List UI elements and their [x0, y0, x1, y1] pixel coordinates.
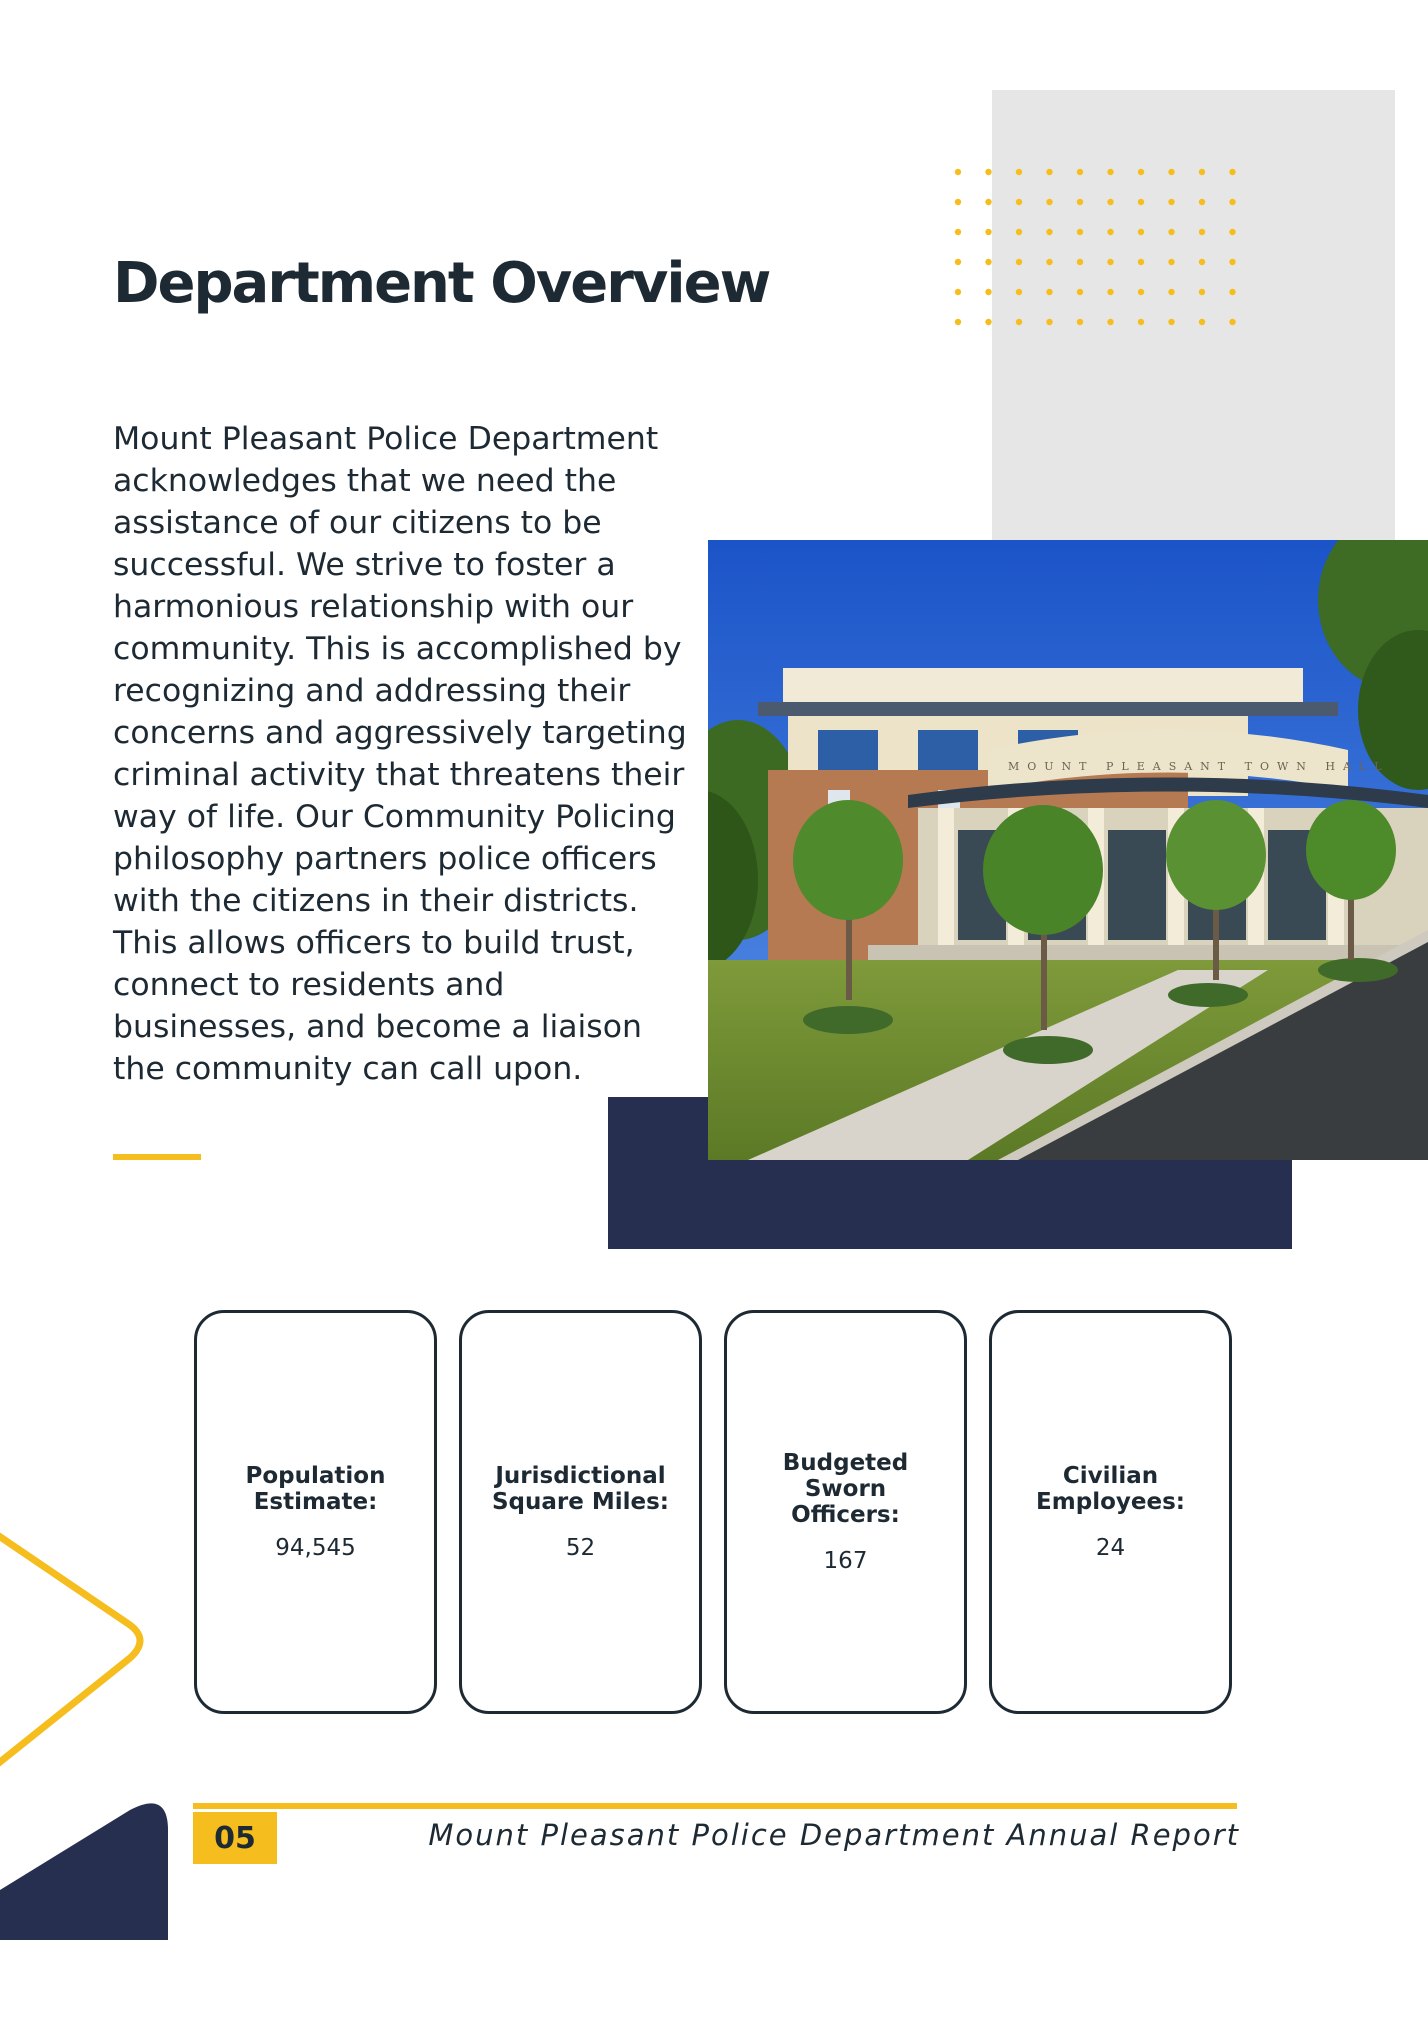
decorative-dot: [1016, 199, 1022, 205]
decorative-dot: [1168, 229, 1174, 235]
stat-label: Population Estimate:: [245, 1463, 386, 1515]
decorative-dot: [1046, 289, 1052, 295]
stat-value: 24: [1095, 1535, 1126, 1561]
stat-value: 52: [565, 1535, 596, 1561]
town-hall-sign: MOUNT PLEASANT TOWN HALL: [1008, 760, 1390, 773]
decorative-dot: [1229, 199, 1235, 205]
decorative-dot: [955, 259, 961, 265]
town-hall-photo: [708, 540, 1428, 1160]
stat-label: Jurisdictional Square Miles:: [491, 1463, 669, 1515]
overview-paragraph: Mount Pleasant Police Department acknowledges that we need the assistance of our citizens to be successful. We strive to foster a harmonious relationship with our community. This is accomplished by recognizing and addressing their concerns and aggressively targeting criminal activity that threatens their way of life. Our Community Policing philosophy partners police officers with the citizens in their districts. This allows officers to build trust, connect to residents and businesses, and become a liaison the community can call upon.: [113, 421, 687, 1087]
decorative-dot: [1046, 319, 1052, 325]
decorative-dot: [955, 199, 961, 205]
footer-rule: [193, 1803, 1237, 1809]
page-title: Department Overview: [113, 251, 770, 316]
decorative-dot: [1077, 259, 1083, 265]
decorative-dot: [1046, 199, 1052, 205]
decorative-dot: [1229, 169, 1235, 175]
stat-value: 167: [823, 1548, 868, 1574]
decorative-dot: [1077, 169, 1083, 175]
decorative-dot: [1138, 259, 1144, 265]
decorative-dot: [1107, 289, 1113, 295]
decorative-dot: [1016, 289, 1022, 295]
accent-underline: [113, 1154, 201, 1160]
decorative-dot: [1138, 229, 1144, 235]
decorative-dot-grid: [950, 164, 1240, 334]
decorative-dot: [955, 169, 961, 175]
decorative-dot: [1138, 199, 1144, 205]
decorative-dot: [1016, 169, 1022, 175]
decorative-dot: [1138, 289, 1144, 295]
decorative-dot: [1016, 229, 1022, 235]
stat-label: Budgeted Sworn Officers:: [782, 1450, 909, 1528]
decorative-dot: [1107, 169, 1113, 175]
corner-decoration: [0, 1490, 170, 1940]
decorative-dot: [1046, 259, 1052, 265]
decorative-dot: [1168, 199, 1174, 205]
decorative-dot: [1046, 229, 1052, 235]
decorative-dot: [955, 319, 961, 325]
decorative-dot: [1077, 199, 1083, 205]
decorative-dot: [985, 229, 991, 235]
decorative-dot: [1107, 319, 1113, 325]
decorative-dot: [985, 259, 991, 265]
decorative-dot: [1199, 169, 1205, 175]
decorative-dot: [1229, 289, 1235, 295]
decorative-dot: [985, 319, 991, 325]
stat-card-sworn-officers: [724, 1310, 967, 1714]
decorative-dot: [1168, 169, 1174, 175]
decorative-dot: [1168, 319, 1174, 325]
decorative-dot: [1138, 169, 1144, 175]
stat-card-square-miles: [459, 1310, 702, 1714]
decorative-dot: [1229, 319, 1235, 325]
decorative-dot: [1199, 229, 1205, 235]
decorative-dot: [1046, 169, 1052, 175]
stat-label: Civilian Employees:: [1036, 1463, 1185, 1515]
decorative-dot: [1107, 259, 1113, 265]
decorative-dot: [1199, 199, 1205, 205]
decorative-dot: [985, 289, 991, 295]
decorative-dot: [1199, 259, 1205, 265]
decorative-dot: [1138, 319, 1144, 325]
decorative-dot: [1229, 259, 1235, 265]
decorative-dot: [1199, 289, 1205, 295]
stat-card-civilian-employees: [989, 1310, 1232, 1714]
page-number: 05: [193, 1812, 277, 1864]
decorative-dot: [1199, 319, 1205, 325]
decorative-dot: [1229, 229, 1235, 235]
stat-value: 94,545: [275, 1535, 356, 1561]
stat-card-population: [194, 1310, 437, 1714]
decorative-dot: [1077, 319, 1083, 325]
decorative-dot: [1107, 199, 1113, 205]
decorative-dot: [1077, 289, 1083, 295]
decorative-dot: [1168, 259, 1174, 265]
decorative-dot: [1077, 229, 1083, 235]
decorative-dot: [1016, 319, 1022, 325]
decorative-dot: [985, 199, 991, 205]
decorative-dot: [1168, 289, 1174, 295]
decorative-dot: [1016, 259, 1022, 265]
decorative-dot: [955, 229, 961, 235]
footer-report-title: Mount Pleasant Police Department Annual Report: [428, 1818, 1240, 1852]
decorative-dot: [985, 169, 991, 175]
decorative-dot: [955, 289, 961, 295]
decorative-dot: [1107, 229, 1113, 235]
